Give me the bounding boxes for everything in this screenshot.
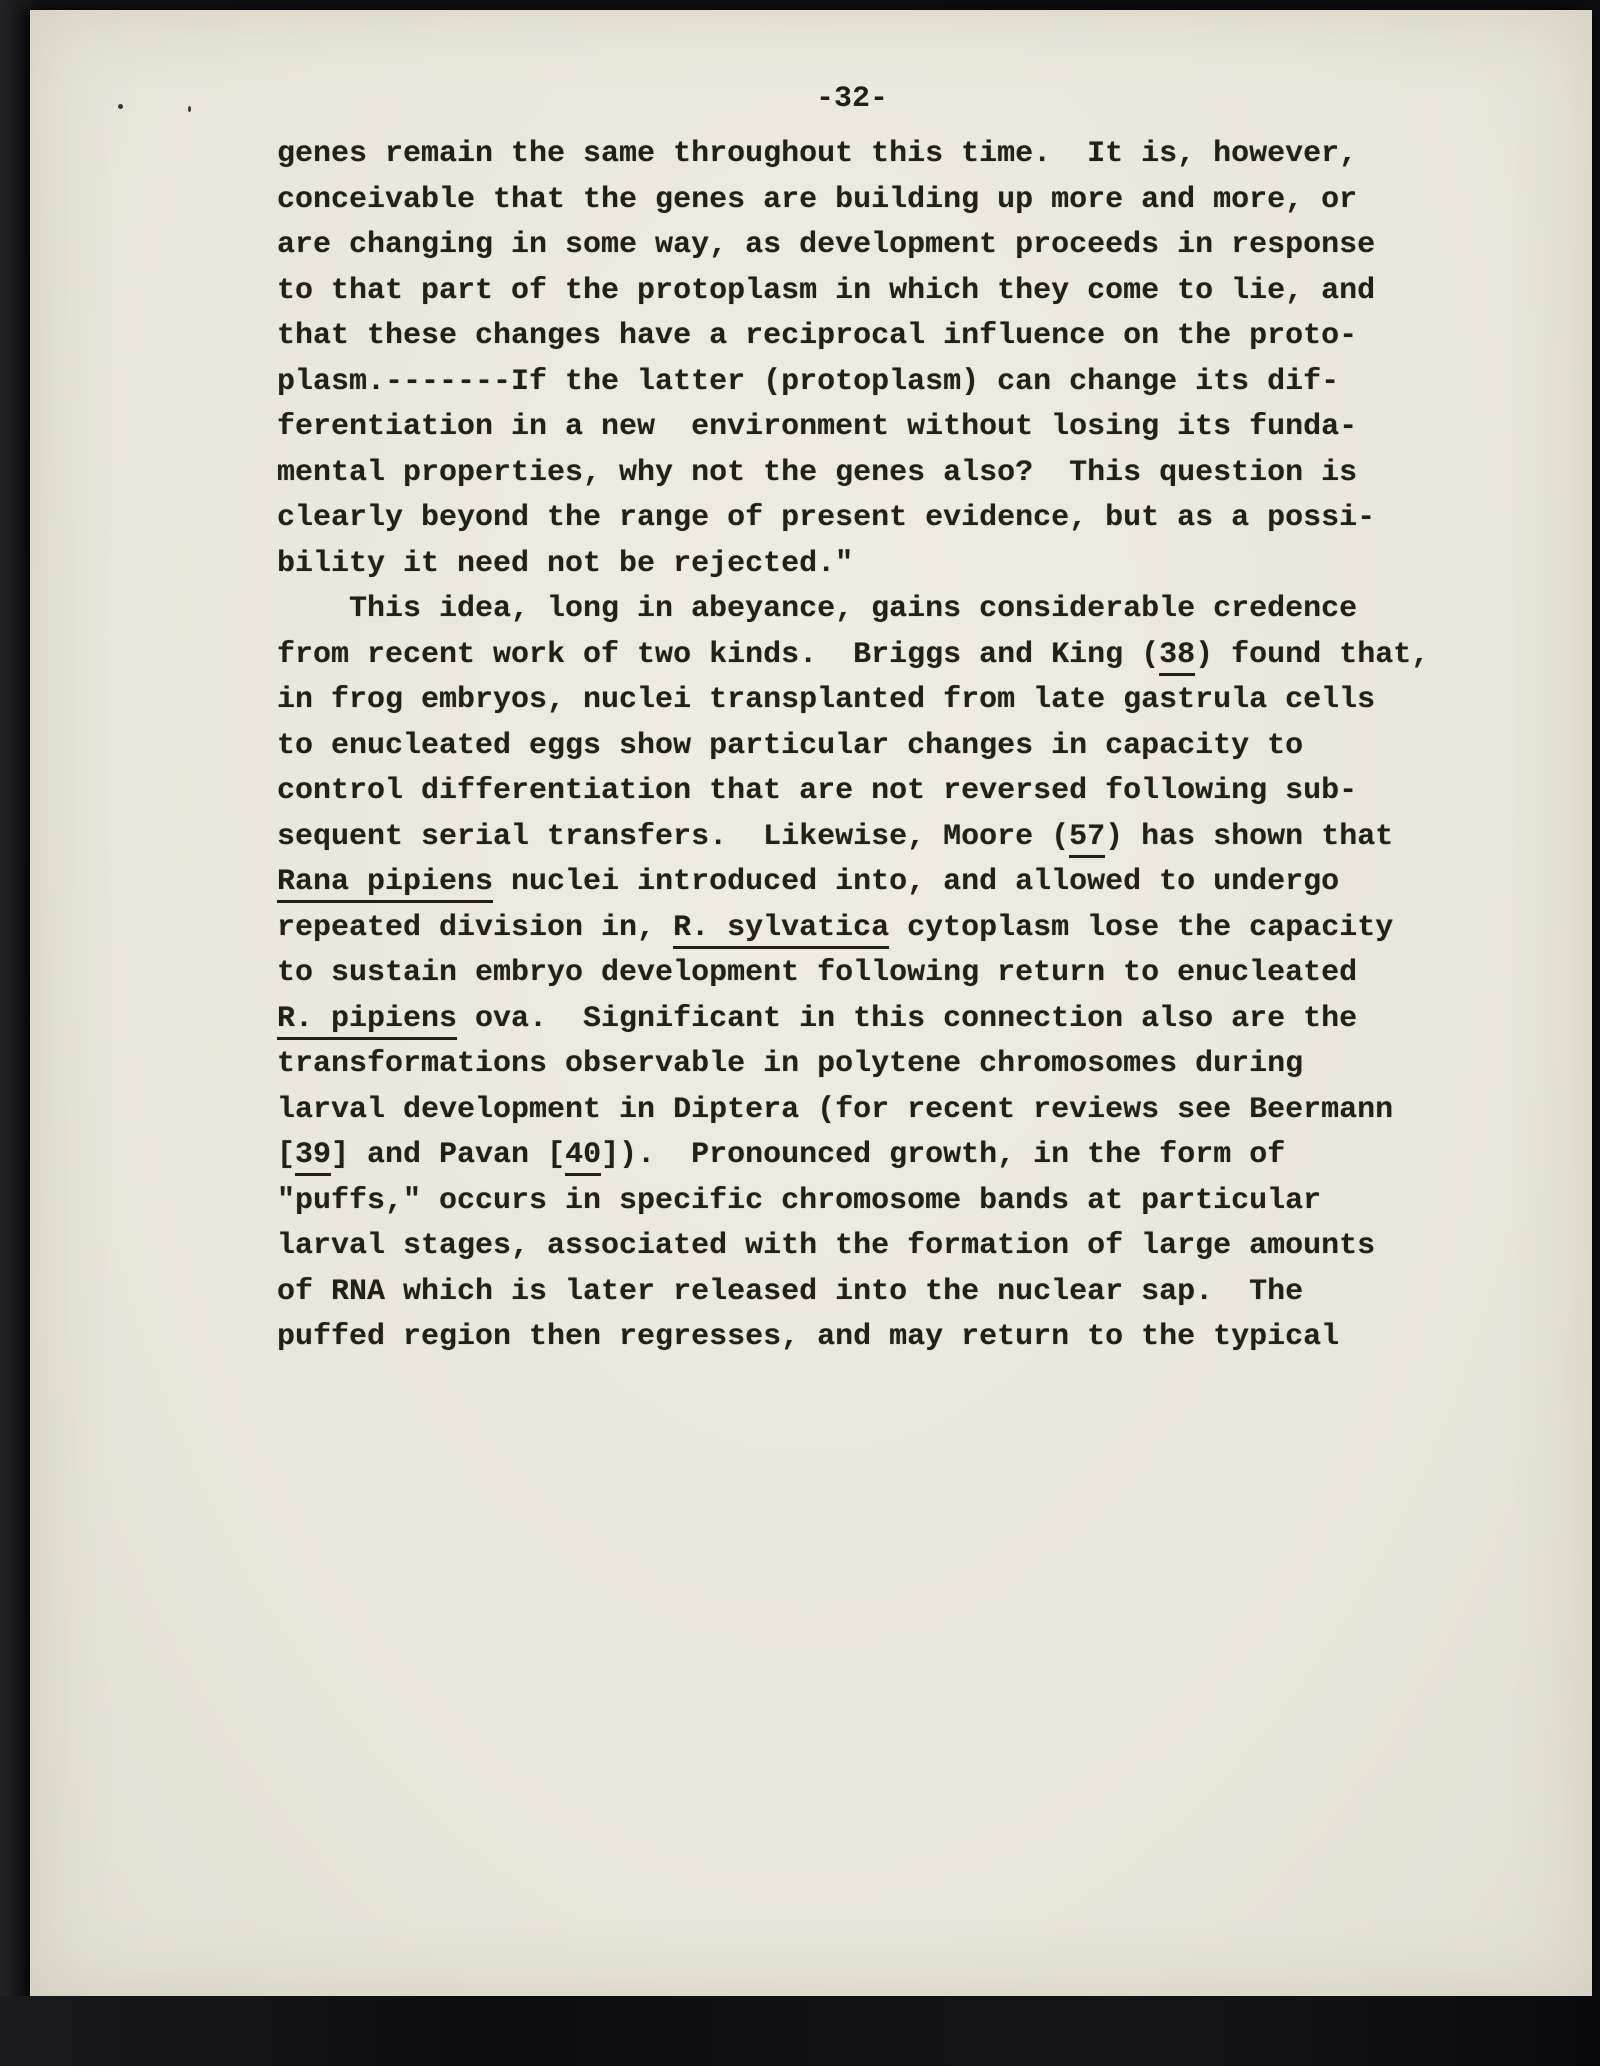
- text-segment: mental properties, why not the genes also? This question is: [277, 455, 1358, 490]
- text-line: [277, 178, 1457, 224]
- text-line: [277, 542, 1457, 588]
- text-segment: ] and Pavan [: [331, 1138, 566, 1172]
- text-segment: that these changes have a reciprocal influence on the proto-: [277, 319, 1358, 353]
- text-line: [277, 906, 1457, 952]
- text-segment: puffed region then regresses, and may return to the typical: [277, 1320, 1340, 1354]
- text-segment: ) found that,: [1195, 637, 1430, 672]
- text-segment: of RNA which is later released into the nuclear sap. The: [277, 1274, 1304, 1309]
- text-line: [277, 451, 1457, 497]
- text-line: [277, 496, 1457, 542]
- text-line: [277, 314, 1457, 360]
- underlined-text: R. pipiens: [277, 1002, 457, 1040]
- text-line: [277, 1179, 1457, 1225]
- text-segment: [: [277, 1138, 296, 1172]
- underlined-text: Rana pipiens: [277, 865, 493, 903]
- text-segment: genes remain the same throughout this time. It is, however,: [277, 137, 1358, 171]
- text-segment: ferentiation in a new environment without losing its funda-: [277, 410, 1358, 444]
- text-segment: sequent serial transfers. Likewise, Moore (: [277, 819, 1070, 854]
- text-segment: ) has shown that: [1105, 819, 1394, 854]
- text-line: [277, 678, 1457, 724]
- text-segment: plasm.-------If the latter (protoplasm) can change its dif-: [277, 364, 1340, 399]
- underlined-text: 39: [295, 1138, 331, 1176]
- text-line: [277, 769, 1457, 815]
- text-line: [277, 223, 1457, 269]
- text-line: [277, 951, 1457, 997]
- text-line: [277, 1224, 1457, 1270]
- text-segment: control differentiation that are not reversed following sub-: [277, 774, 1358, 808]
- text-segment: conceivable that the genes are building up more and more, or: [277, 182, 1358, 217]
- text-line: [277, 815, 1457, 861]
- text-segment: ]). Pronounced growth, in the form of: [601, 1138, 1286, 1172]
- text-segment: repeated division in,: [277, 910, 674, 945]
- text-segment: cytoplasm lose the capacity: [889, 910, 1394, 945]
- underlined-text: 38: [1159, 638, 1195, 676]
- text-line: [277, 860, 1457, 906]
- text-line: [277, 587, 1457, 633]
- text-segment: "puffs," occurs in specific chromosome bands at particular: [277, 1183, 1322, 1218]
- page-number: -32-: [815, 82, 888, 116]
- text-line: [277, 724, 1457, 770]
- scan-speck: [118, 104, 123, 109]
- text-segment: clearly beyond the range of present evidence, but as a possi-: [277, 501, 1376, 535]
- underlined-text: R. sylvatica: [673, 911, 889, 949]
- text-line: [277, 269, 1457, 315]
- text-line: [277, 1133, 1457, 1179]
- text-line: [277, 997, 1457, 1043]
- text-line: [277, 405, 1457, 451]
- text-line: [277, 1088, 1457, 1134]
- text-segment: larval stages, associated with the formation of large amounts: [277, 1229, 1376, 1263]
- text-line: [277, 1315, 1457, 1361]
- text-segment: from recent work of two kinds. Briggs and King (: [277, 637, 1160, 672]
- text-line: [277, 633, 1457, 679]
- page-body-text: [277, 132, 1457, 1361]
- text-segment: This idea, long in abeyance, gains considerable credence: [349, 592, 1358, 626]
- document-page: [30, 10, 1592, 2000]
- text-segment: in frog embryos, nuclei transplanted from late gastrula cells: [277, 683, 1376, 717]
- scan-speck: [188, 106, 191, 112]
- text-segment: larval development in Diptera (for recent reviews see Beermann: [277, 1092, 1394, 1127]
- text-line: [277, 360, 1457, 406]
- text-line: [277, 132, 1457, 178]
- text-segment: to enucleated eggs show particular changes in capacity to: [277, 728, 1304, 763]
- text-segment: ova. Significant in this connection also are the: [457, 1001, 1358, 1036]
- text-segment: are changing in some way, as development proceeds in response: [277, 228, 1376, 262]
- text-segment: transformations observable in polytene chromosomes during: [277, 1047, 1304, 1081]
- text-line: [277, 1042, 1457, 1088]
- text-segment: bility it need not be rejected.": [277, 546, 854, 581]
- text-segment: to that part of the protoplasm in which they come to lie, and: [277, 273, 1376, 308]
- text-line: [277, 1270, 1457, 1316]
- text-segment: to sustain embryo development following return to enucleated: [277, 956, 1358, 990]
- text-segment: nuclei introduced into, and allowed to undergo: [493, 865, 1340, 899]
- underlined-text: 57: [1069, 820, 1105, 858]
- underlined-text: 40: [565, 1138, 601, 1176]
